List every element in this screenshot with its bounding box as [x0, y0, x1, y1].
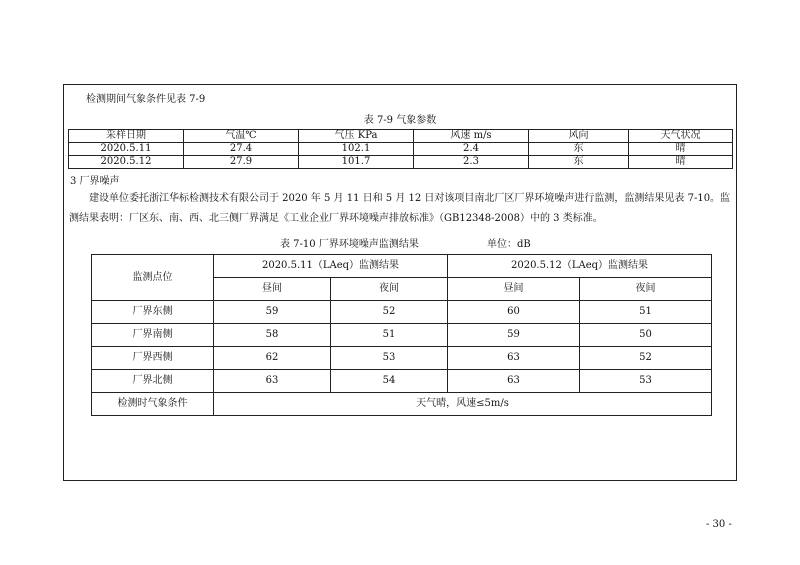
table-row — [92, 301, 712, 324]
table2-unit: 单位：dB — [487, 239, 531, 250]
table-row — [69, 156, 733, 169]
table-cell: 厂界东侧 — [92, 301, 214, 324]
table1-caption: 表 7-9 气象参数 — [363, 115, 437, 126]
table-cell: 厂界南侧 — [92, 324, 214, 347]
table-cell: 2.4 — [414, 143, 529, 156]
header-cell: 夜间 — [331, 278, 448, 301]
table-cell: 102.1 — [299, 143, 414, 156]
table-cell: 51 — [331, 324, 448, 347]
table-cell: 天气晴，风速≤5m/s — [214, 393, 712, 416]
table-cell: 东 — [529, 156, 629, 169]
header-cell: 风速 m/s — [414, 130, 529, 143]
header-cell: 气压 KPa — [299, 130, 414, 143]
header-cell: 2020.5.12（LAeq）监测结果 — [448, 255, 712, 278]
table-cell: 检测时气象条件 — [92, 393, 214, 416]
table-row — [92, 324, 712, 347]
table-cell: 厂界西侧 — [92, 347, 214, 370]
table-cell: 2020.5.12 — [69, 156, 184, 169]
section-title: 3 厂界噪声 — [70, 176, 120, 187]
table-cell: 59 — [448, 324, 580, 347]
table-cell: 东 — [529, 143, 629, 156]
table-cell: 53 — [331, 347, 448, 370]
noise-table — [91, 254, 712, 416]
table-row — [92, 370, 712, 393]
table2-caption: 表 7-10 厂界环境噪声监测结果 — [280, 239, 419, 250]
table-cell: 53 — [580, 370, 712, 393]
header-cell: 昼间 — [214, 278, 331, 301]
table-cell: 58 — [214, 324, 331, 347]
table-cell: 2020.5.11 — [69, 143, 184, 156]
table-cell: 晴 — [629, 156, 733, 169]
intro-text: 检测期间气象条件见表 7-9 — [86, 94, 206, 105]
table-cell: 63 — [214, 370, 331, 393]
header-cell: 天气状况 — [629, 130, 733, 143]
page-number: - 30 - — [706, 519, 732, 530]
table-cell: 2.3 — [414, 156, 529, 169]
weather-table — [68, 129, 733, 169]
table-cell: 52 — [331, 301, 448, 324]
table-cell: 52 — [580, 347, 712, 370]
table-cell: 60 — [448, 301, 580, 324]
table-header-row — [69, 130, 733, 143]
header-cell: 风向 — [529, 130, 629, 143]
table-cell: 晴 — [629, 143, 733, 156]
header-cell: 监测点位 — [92, 255, 214, 301]
table-row — [92, 347, 712, 370]
table-cell: 厂界北侧 — [92, 370, 214, 393]
table-cell: 27.4 — [184, 143, 299, 156]
table-cell: 101.7 — [299, 156, 414, 169]
header-cell: 昼间 — [448, 278, 580, 301]
table-row — [69, 143, 733, 156]
table-cell: 54 — [331, 370, 448, 393]
header-cell: 气温℃ — [184, 130, 299, 143]
table-cell: 51 — [580, 301, 712, 324]
table-cell: 62 — [214, 347, 331, 370]
body-paragraph: 建设单位委托浙江华标检测技术有限公司于 2020 年 5 月 11 日和 5 月 12 日对该项目南北厂区厂界环境噪声进行监测，监测结果见表 7-10。监测结果表明：厂区东、南、西、北三侧厂界满足《工业企业厂界环境噪声排放标准》（GB12348-2008）中的 3 类标准。 — [69, 193, 731, 224]
table-footer-row — [92, 393, 712, 416]
table-cell: 63 — [448, 370, 580, 393]
table-cell: 50 — [580, 324, 712, 347]
header-cell: 2020.5.11（LAeq）监测结果 — [214, 255, 448, 278]
table-cell: 63 — [448, 347, 580, 370]
table-header-row — [92, 255, 712, 278]
table-cell: 27.9 — [184, 156, 299, 169]
header-cell: 采样日期 — [69, 130, 184, 143]
table-cell: 59 — [214, 301, 331, 324]
header-cell: 夜间 — [580, 278, 712, 301]
